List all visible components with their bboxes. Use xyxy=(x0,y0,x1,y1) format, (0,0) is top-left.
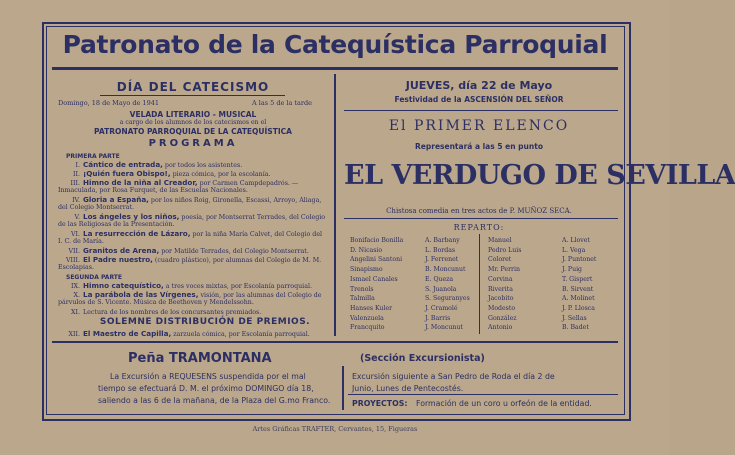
cast-role: Riverita xyxy=(488,285,513,293)
proyectos-text: Formación de un coro u orfeón de la entidad. xyxy=(416,399,592,408)
title-rule xyxy=(52,67,618,70)
program-item-8: VIII. El Padre nuestro, (cuadro plástico), por alumnas del Colegio de M. M. Escolapias. xyxy=(58,255,322,272)
program-item-9: IX. Himno catequístico, a tres voces mixtas, por Escolanía parroquial. xyxy=(71,281,312,290)
cast-actor: J. Sellas xyxy=(562,314,587,322)
cast-role: D. Nicasio xyxy=(350,246,383,254)
cast-actor: L. Vega xyxy=(562,246,586,254)
program-item-5: V. Los ángeles y los niños, poesía, por Montserrat Terrades, del Colegio de las Religiosas de la Presentación. xyxy=(58,212,326,229)
cast-actor: B. Moncunut xyxy=(425,266,466,274)
segunda-parte-label: SEGUNDA PARTE xyxy=(66,274,122,281)
reparto-heading: REPARTO: xyxy=(453,223,505,232)
comedia-desc: Chistosa comedia en tres actos de P. MUÑOZ SECA. xyxy=(386,207,572,215)
program-item-12: XII. El Maestro de Capilla, zarzuela cómica, por Escolanía parroquial. xyxy=(68,329,310,338)
cast-role: Mr. Perrin xyxy=(488,266,520,274)
cast-actor: J. Puig xyxy=(562,266,583,274)
cast-actor: L. Bordas xyxy=(425,246,456,254)
program-item-4: IV. Gloria a España, por los niños Roig, Gironella, Escassi, Arroyo, Aliaga, del Colegio Montserrat. xyxy=(58,195,322,212)
cast-actor: T. Gispert xyxy=(562,275,593,283)
cast-role: Valenzuela xyxy=(350,314,384,322)
festividad: Festividad de la ASCENSIÓN DEL SEÑOR xyxy=(394,95,564,104)
program-item-11: XI. Lectura de los nombres de los concursantes premiados. xyxy=(71,309,262,316)
event-time: A las 5 de la tarde xyxy=(252,99,313,107)
pena-divider xyxy=(342,366,344,410)
cast-actor: S. Juanola xyxy=(425,285,457,293)
cast-actor: A. Llovet xyxy=(562,237,590,244)
cast-actor: B. Badet xyxy=(562,324,589,332)
cast-actor: A. Barbany xyxy=(425,237,460,244)
programa-heading: PROGRAMA xyxy=(148,138,238,149)
heading-underline xyxy=(100,95,285,96)
representara: Representará a las 5 en punto xyxy=(415,142,543,151)
program-item-3: III. Himno de la niña al Creador, por Carmen Campdepadrós. — Inmaculada, por Rosa Furquet, de las Escuelas Nacionales. xyxy=(58,178,299,195)
excursion-line-1: La Excursión a REQUESENS suspendida por el mal xyxy=(110,372,306,381)
pena-name: Peña TRAMONTANA xyxy=(128,351,272,366)
siguiente-line-2: Junio, Lunes de Pentecostés. xyxy=(352,384,464,393)
dia-catecismo-heading: DÍA DEL CATECISMO xyxy=(116,80,270,94)
cast-role: González xyxy=(488,314,517,322)
poster-title: Patronato de la Catequística Parroquial xyxy=(62,30,608,59)
program-item-1: I. Cántico de entrada, por todos los asistentes. xyxy=(75,160,243,169)
program-item-7: VII. Granitos de Arena, por Matilde Terrades, del Colegio Montserrat. xyxy=(68,246,309,255)
cast-role: Sinapismo xyxy=(350,266,383,274)
cast-actor: A. Molinet xyxy=(562,295,595,303)
cast-role: Francquito xyxy=(350,324,385,332)
excursion-line-3: saliendo a las 6 de la mañana, de la Plaza del G.mo Franco. xyxy=(98,396,331,405)
excursion-line-2: tiempo se efectuará D. M. el próximo DOMINGO día 18, xyxy=(98,384,314,393)
event-date: Domingo, 18 de Mayo de 1941 xyxy=(58,99,159,107)
cast-actor: S. Seguranyes xyxy=(425,295,470,303)
cast-actor: E. Queza xyxy=(425,275,454,283)
cast-role: Bonifacio Bonilla xyxy=(350,237,404,244)
proyectos-label: PROYECTOS: xyxy=(352,399,408,408)
proyectos-rule xyxy=(348,394,618,395)
obra-title: EL VERDUGO DE SEVILLA xyxy=(344,160,735,191)
printer-footer: Artes Gráficas TRAFTER, Cervantes, 15, Figueras xyxy=(252,425,418,433)
cast-role: Antonio xyxy=(488,324,513,332)
velada-title: VELADA LITERARIO - MUSICAL xyxy=(129,110,257,119)
cast-actor: J. Puntonet xyxy=(562,256,597,264)
primera-parte-label: PRIMERA PARTE xyxy=(66,153,120,160)
velada-cargo: a cargo de los alumnos de los catecismos en el xyxy=(119,119,267,126)
program-item-2: II. ¡Quién fuera Obispo!, pieza cómica, por la escolanía. xyxy=(73,169,271,178)
cast-role: Coloret xyxy=(488,256,512,264)
program-item-10: X. La parábola de las Vírgenes, visión, por las alumnas del Colegio de párvulos de S. Vicente. Música de Beethoven y Mendelssohn. xyxy=(58,290,322,307)
pena-rule xyxy=(52,341,618,343)
right-rule-1 xyxy=(344,110,618,111)
cast-actor: J. Ferrenet xyxy=(425,256,459,264)
cast-role: Manuel xyxy=(488,237,512,244)
primer-elenco: El PRIMER ELENCO xyxy=(388,118,570,134)
pena-seccion: (Sección Excursionista) xyxy=(360,353,485,364)
cast-actor: B. Sirvent xyxy=(562,285,594,293)
cast-role: Hanses Kuler xyxy=(350,304,393,312)
cast-actor: J. Cramolé xyxy=(425,304,458,312)
cast-role: Angelini Santoni xyxy=(350,256,403,264)
cast-divider xyxy=(479,234,480,334)
cast-role: Trenols xyxy=(350,285,374,293)
cast-role: Talmilla xyxy=(350,295,375,303)
cast-actor: J. Moncunut xyxy=(425,324,463,332)
jueves-date: JUEVES, día 22 de Mayo xyxy=(405,79,553,92)
cast-role: Pedro Luis xyxy=(488,246,522,254)
siguiente-line-1: Excursión siguiente a San Pedro de Roda el día 2 de xyxy=(352,372,555,381)
right-rule-2 xyxy=(344,218,618,219)
column-divider xyxy=(334,74,336,336)
cast-actor: J. P. Llosca xyxy=(562,304,595,312)
cast-role: Jacobito xyxy=(488,295,514,303)
cast-role: Corvina xyxy=(488,275,513,283)
patronato-name: PATRONATO PARROQUIAL DE LA CATEQUÍSTICA xyxy=(94,127,292,136)
cast-actor: J. Barris xyxy=(425,314,451,322)
program-item-6: VI. La resurrección de Lázaro, por la niña María Calvet, del Colegio del I. C. de María. xyxy=(58,229,323,246)
cast-role: Modesto xyxy=(488,304,516,312)
premios-heading: SOLEMNE DISTRIBUCIÓN DE PREMIOS. xyxy=(99,317,311,327)
cast-role: Ismael Canales xyxy=(350,275,398,283)
